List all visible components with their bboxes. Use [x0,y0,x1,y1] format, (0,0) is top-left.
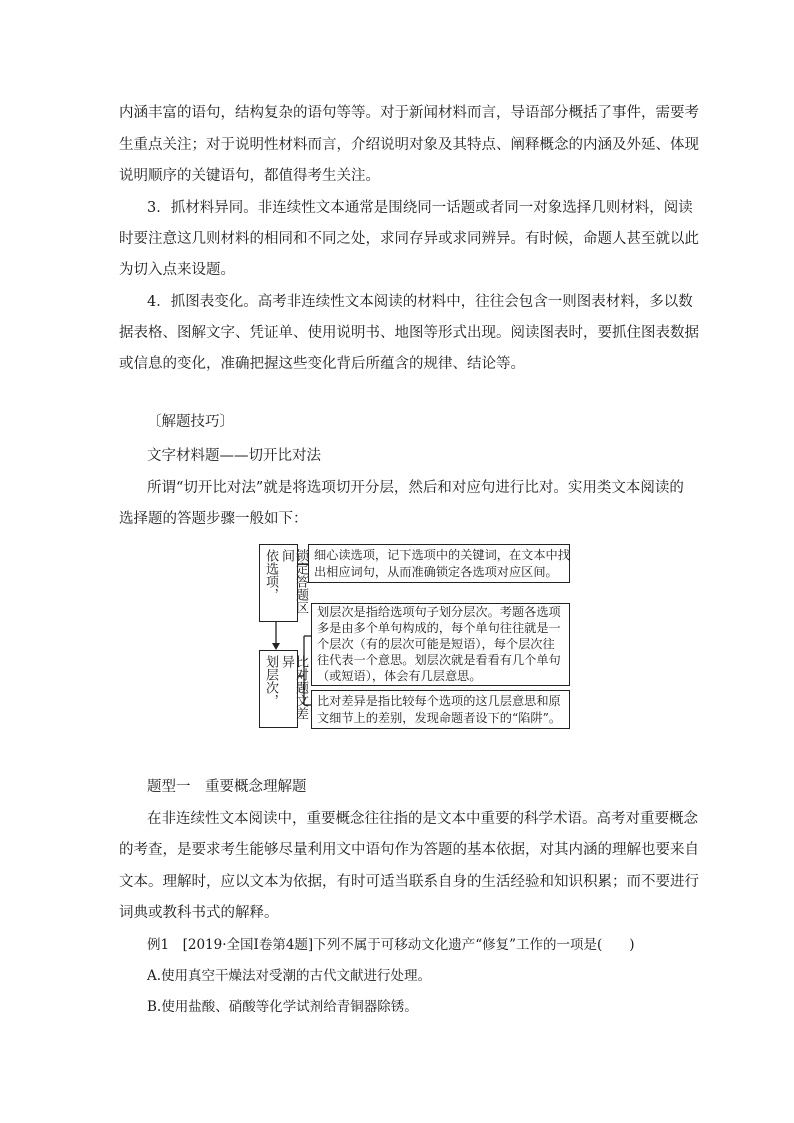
step2a-desc-line: （或短语），体会有几层意思。 [317,669,482,683]
text-line: 为切入点来设题。 [119,262,235,278]
step1-desc-box [308,544,570,583]
step2b-desc-line: 比对差异是指比较每个选项的这几层意思和原 [317,694,561,708]
tips-heading: 〔解题技巧〕 [147,414,234,430]
example-question: 例1 [2019·全国Ⅰ卷第4题]下列不属于可移动文化遗产“修复”工作的一项是( ) [147,937,635,953]
step2a-desc-line: 多是由多个单句构成的，每个单句往往就是一 [317,621,561,635]
text-line: 内涵丰富的语句，结构复杂的语句等等。对于新闻材料而言，导语部分概括了事件，需要考 [119,105,699,121]
text-line: 在非连续性文本阅读中，重要概念往往指的是文本中重要的科学术语。高考对重要概念 [147,811,698,827]
step2-label-line2: 比对题文差异 [279,655,308,720]
text-line: 4．抓图表变化。高考非连续性文本阅读的材料中，往往会包含一则图表材料，多以数 [147,294,693,310]
step2b-desc-box [311,690,570,729]
text-line: 所谓“切开比对法”就是将选项切开分层，然后和对应句进行比对。实用类文本阅读的 [147,480,684,496]
step2a-desc-line: 往代表一个意思。划层次就是看看有几个单句 [317,653,561,667]
text-line: 选择题的答题步骤一般如下： [119,511,308,527]
text-line: 文本。理解时，应以文本为依据，有时可适当联系自身的生活经验和知识积累；而不要进行 [119,874,699,890]
step1-desc-line: 出相应词句，从而准确锁定各选项对应区间。 [314,565,558,579]
section-title: 题型一 重要概念理解题 [147,779,307,795]
text-line: 说明顺序的关键语句，都值得考生关注。 [119,168,380,184]
text-line: 3．抓材料异同。非连续性文本通常是围绕同一话题或者同一对象选择几则材料，阅读 [147,200,693,216]
step2-label-line1: 划层次， [263,655,278,707]
text-line: 或信息的变化，准确把握这些变化背后所蕴含的规律、结论等。 [119,356,525,372]
step2a-desc-line: 划层次是指给选项句子划分层次。考题各选项 [317,605,561,619]
step2a-desc-box [311,603,570,686]
option-a: A.使用真空干燥法对受潮的古代文献进行处理。 [147,968,432,984]
text-line: 的考查，是要求考生能够尽量利用文中语句作为答题的基本依据，对其内涵的理解也要来自 [119,842,699,858]
step1-label-line1: 依选项， [263,549,278,601]
option-b: B.使用盐酸、硝酸等化学试剂给青铜器除锈。 [147,999,418,1015]
step2a-desc-line: 个层次（有的层次可能是短语），每个层次往 [317,637,555,651]
text-line: 时要注意这几则材料的相同和不同之处，求同存异或求同辨异。有时候，命题人甚至就以此 [119,231,699,247]
step1-label-line2: 锁定答题区间 [279,549,308,614]
method-title: 文字材料题——切开比对法 [147,448,321,464]
text-line: 词典或教科书式的解释。 [119,905,279,921]
step1-label-box [259,544,308,622]
step1-desc-line: 细心读选项，记下选项中的关键词，在文本中找 [314,548,570,562]
text-line: 据表格、图解文字、凭证单、使用说明书、地图等形式出现。阅读图表时，要抓住图表数据 [119,325,699,341]
text-line: 生重点关注；对于说明性材料而言，介绍说明对象及其特点、阐释概念的内涵及外延、体现 [119,137,699,153]
step2-label-box [259,650,308,728]
step2b-desc-line: 文细节上的差别，发现命题者设下的“陷阱”。 [317,711,562,725]
